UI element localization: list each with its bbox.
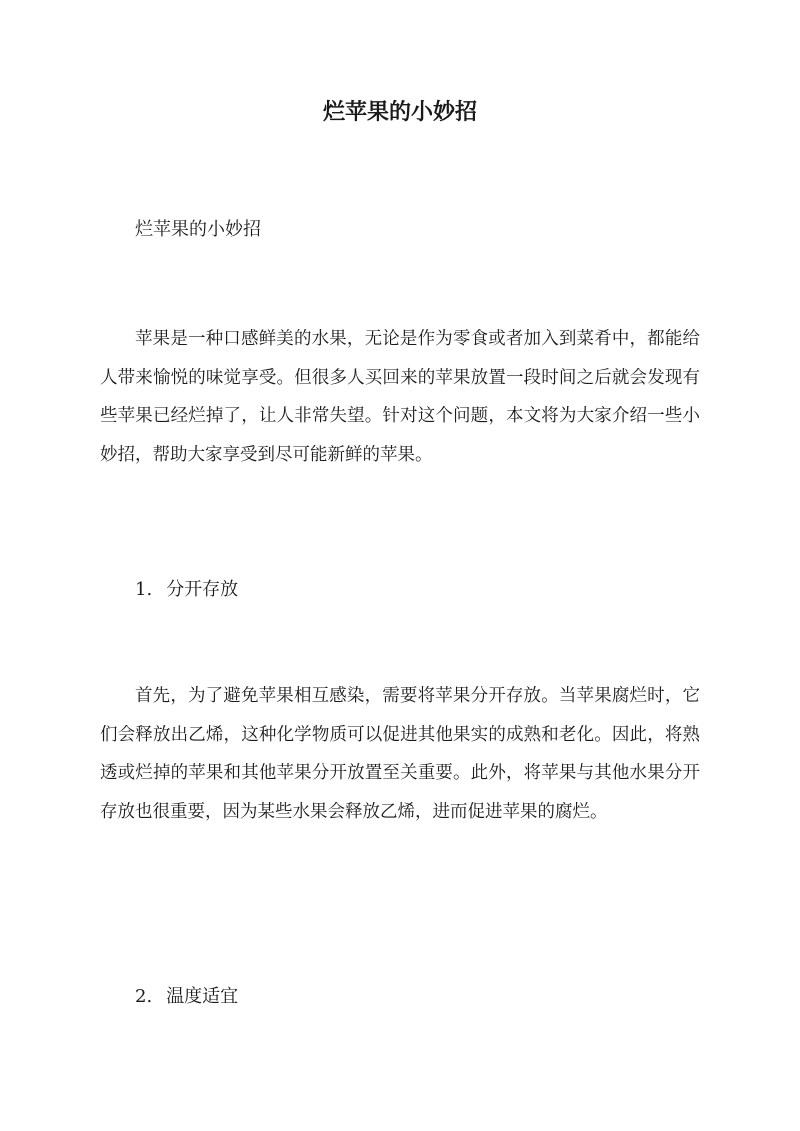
section-number-2: 2. (135, 986, 153, 1007)
document-subtitle: 烂苹果的小妙招 (135, 219, 261, 240)
section-number-1: 1. (135, 579, 153, 600)
section-1-paragraph: 首先，为了避免苹果相互感染，需要将苹果分开存放。当苹果腐烂时，它们会释放出乙烯，这种化学物质可以促进其他果实的成熟和老化。因此，将熟透或烂掉的苹果和其他苹果分开放置至关重要。此外，将苹果与其他水果分开存放也很重要，因为某些水果会释放乙烯，进而促进苹果的腐烂。 (100, 686, 700, 822)
section-heading-text-2: 温度适宜 (166, 986, 239, 1007)
document-title: 烂苹果的小妙招 (322, 99, 477, 125)
section-heading-2 (135, 983, 238, 1011)
intro-paragraph: 苹果是一种口感鲜美的水果，无论是作为零食或者加入到菜肴中，都能给人带来愉悦的味觉享受。但很多人买回来的苹果放置一段时间之后就会发现有些苹果已经烂掉了，让人非常失望。针对这个问题，本文将为大家介绍一些小妙招，帮助大家享受到尽可能新鲜的苹果。 (100, 329, 700, 465)
section-heading-text-1: 分开存放 (166, 579, 239, 600)
section-heading-1 (135, 576, 238, 604)
